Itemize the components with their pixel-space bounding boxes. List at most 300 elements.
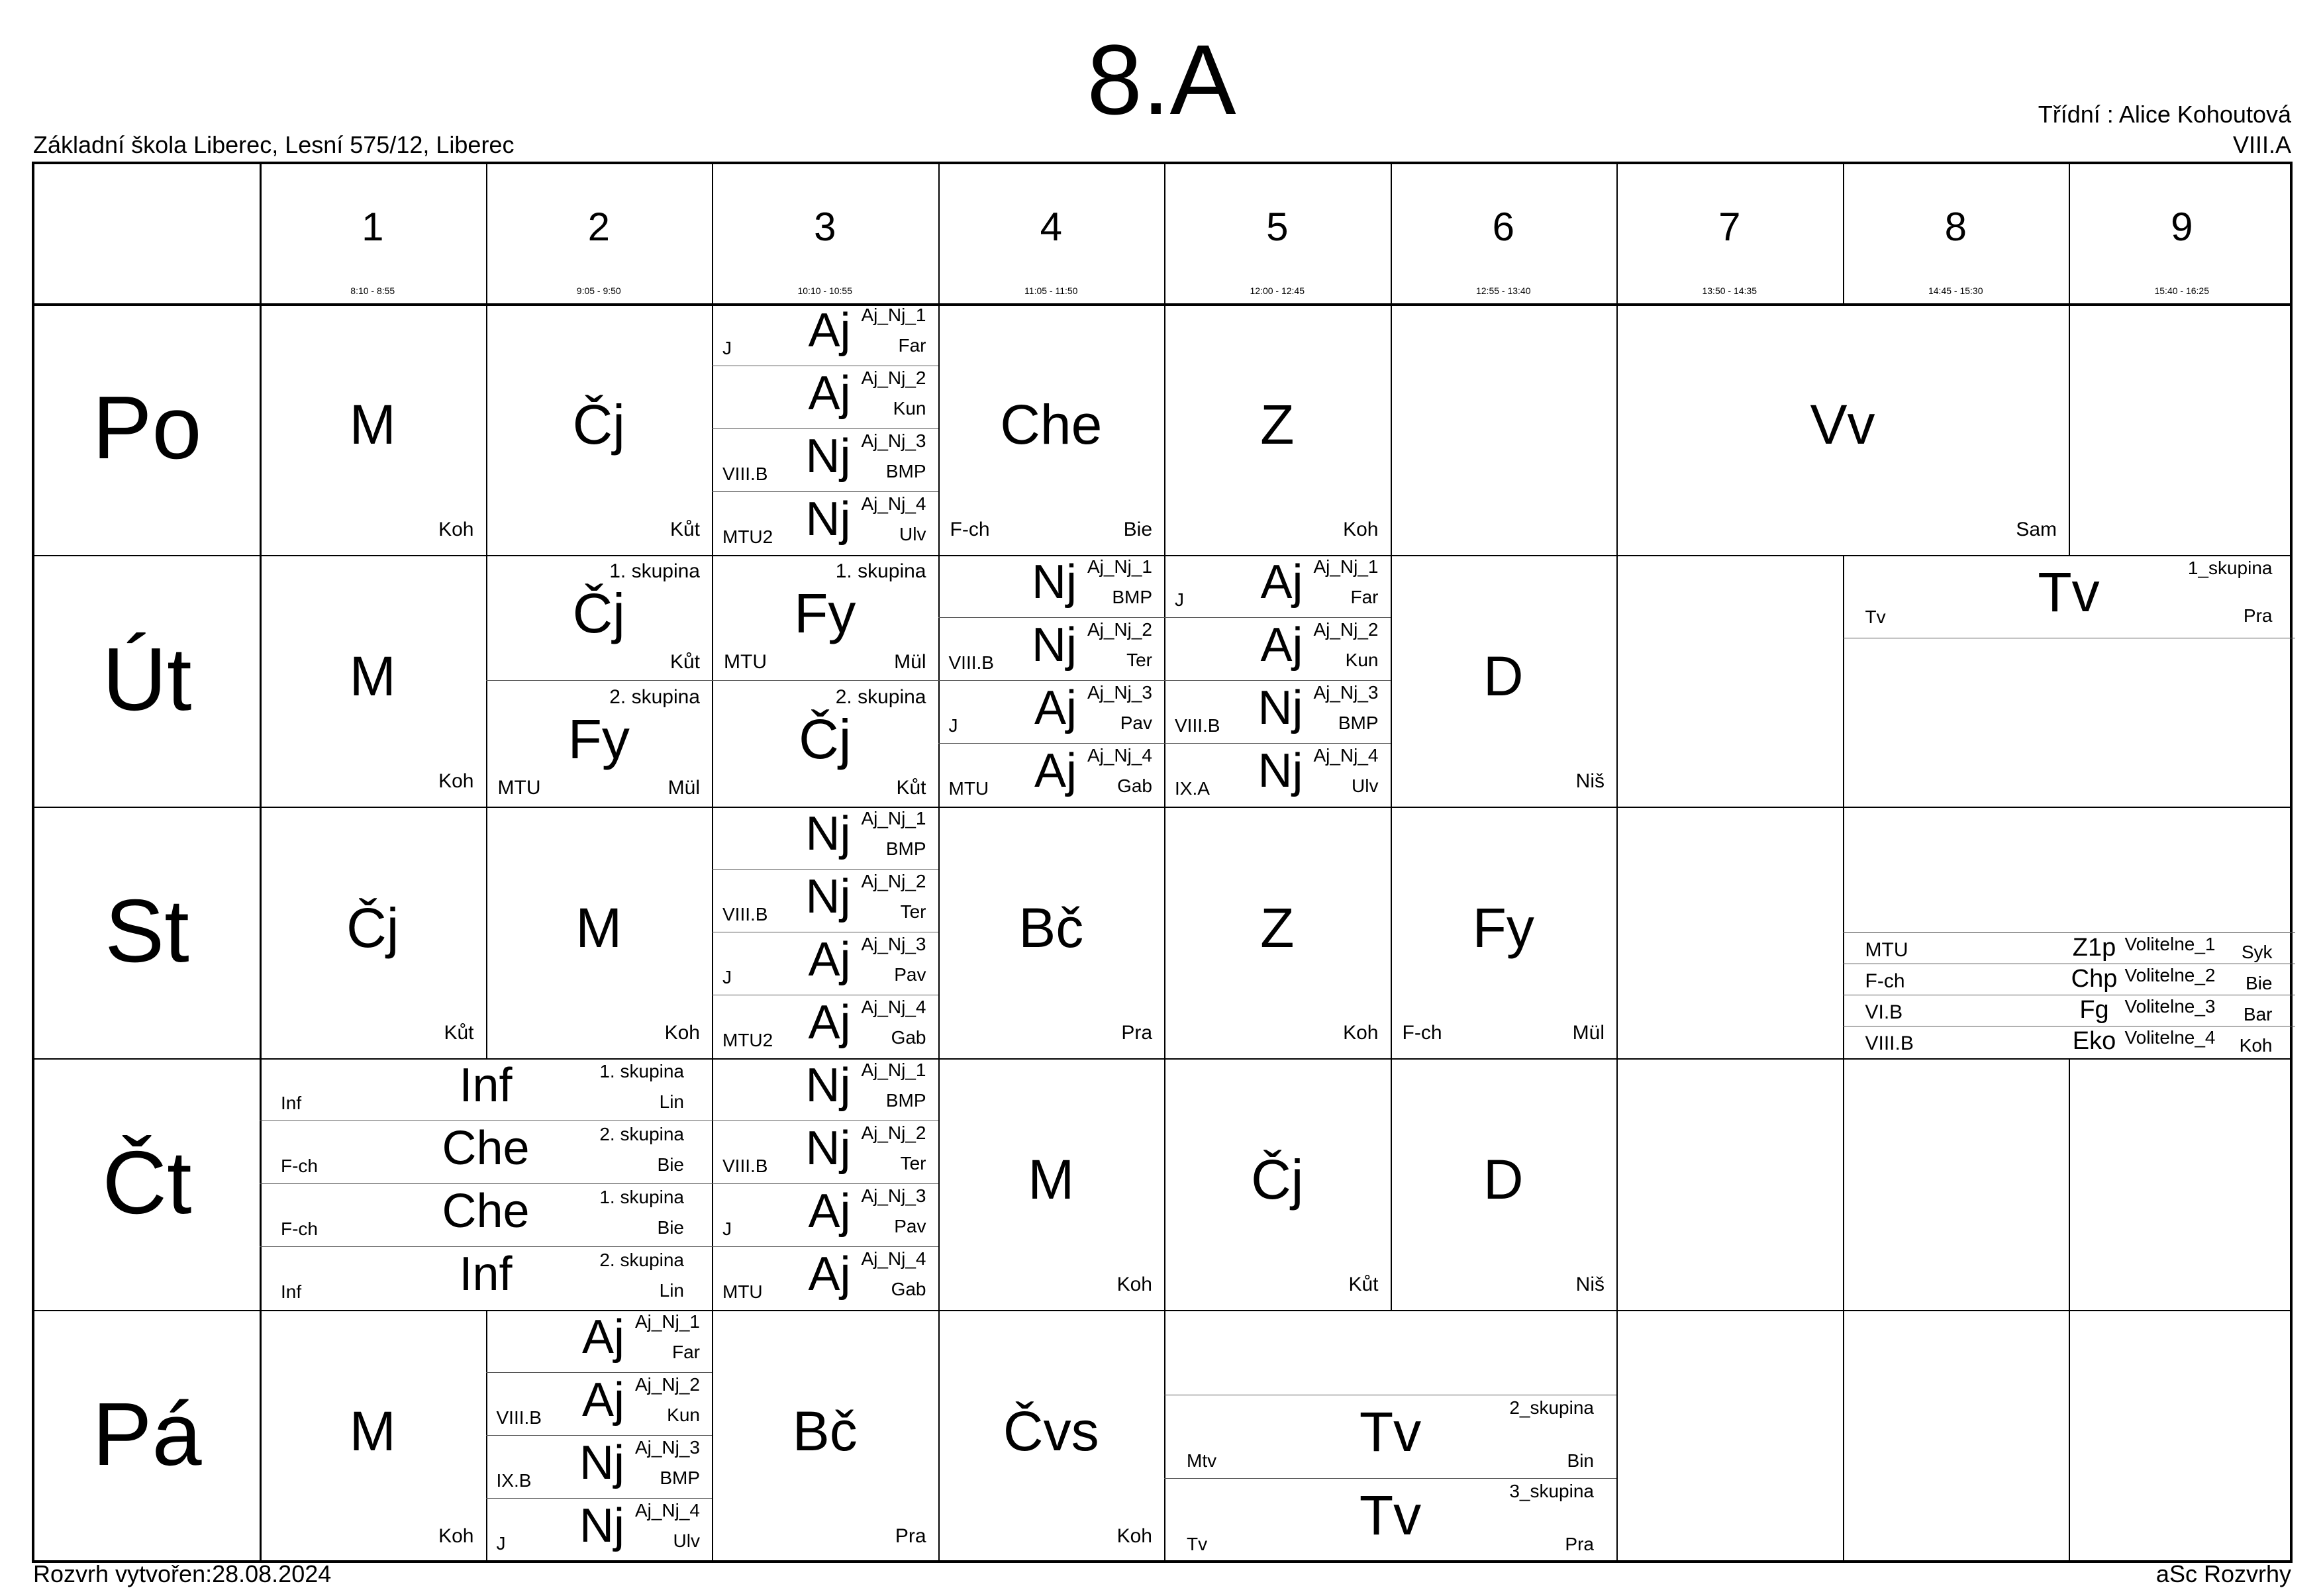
day-label: St (105, 881, 189, 981)
group-lesson (712, 366, 938, 429)
group-name: 1. skupina (599, 1061, 684, 1081)
created-date: Rozvrh vytvořen:28.08.2024 (33, 1560, 332, 1587)
group-teacher: Lin (659, 1280, 684, 1301)
group-lesson (486, 1373, 713, 1436)
group-lesson (1164, 555, 1391, 618)
lesson-room: F-ch (1402, 1022, 1442, 1044)
group-teacher: BMP (1338, 713, 1379, 733)
lesson-subject: Čvs (1003, 1400, 1099, 1462)
period-time: 15:40 - 16:25 (2154, 285, 2209, 296)
group-teacher: Kun (667, 1405, 700, 1425)
group-room: MTU2 (722, 526, 773, 547)
group-subject: Aj (808, 996, 851, 1049)
group-subject: Aj (808, 1248, 851, 1301)
group-room: VIII.B (1175, 715, 1220, 736)
lesson-room: F-ch (950, 519, 990, 540)
lesson-teacher: Bie (1123, 519, 1152, 540)
group-room: Mtv (1187, 1450, 1217, 1471)
lesson-subject: Bč (1018, 897, 1084, 959)
cell-divider (2069, 1058, 2070, 1310)
lesson-cell (260, 555, 486, 807)
lesson-cell (1164, 303, 1391, 555)
lesson-subject: D (1483, 1148, 1524, 1211)
group-name: Aj_Nj_3 (1087, 682, 1152, 703)
lesson-subject: Z (1260, 393, 1295, 456)
group-room: J (496, 1533, 506, 1554)
group-name: Aj_Nj_2 (1087, 619, 1152, 640)
period-number: 1 (362, 205, 384, 249)
elective-group: Volitelne_3 (2124, 996, 2216, 1017)
group-teacher: Ter (1126, 650, 1152, 670)
group-lesson (260, 1121, 712, 1184)
lesson-teacher: Kůt (1348, 1273, 1379, 1295)
elective-teacher: Bar (2243, 1004, 2273, 1024)
group-name: Aj_Nj_2 (1313, 619, 1379, 640)
cell-divider (1616, 1310, 1618, 1562)
group-name: Aj_Nj_1 (634, 1311, 700, 1332)
cell-divider (1616, 1058, 1618, 1310)
lesson-cell (486, 807, 713, 1058)
group-subject: Aj (808, 304, 851, 357)
lesson-cell (1391, 807, 1617, 1058)
group-subject: Che (442, 1185, 530, 1238)
group-lesson (712, 870, 938, 932)
group-teacher: Pra (2243, 605, 2273, 626)
group-teacher: Far (898, 335, 926, 356)
group-subject: Aj (808, 1185, 851, 1238)
group-room: F-ch (281, 1156, 318, 1176)
half-group: 1. skupina (609, 560, 700, 582)
group-lesson (1843, 555, 2295, 638)
group-name: Aj_Nj_3 (861, 934, 926, 954)
group-teacher: Pav (1120, 713, 1152, 733)
group-room: J (722, 338, 732, 358)
group-room: VIII.B (948, 652, 994, 673)
group-room: MTU (722, 1281, 763, 1302)
half-lesson (712, 681, 938, 807)
group-teacher: Gab (891, 1279, 926, 1299)
group-teacher: Kun (893, 398, 926, 419)
period-header (1391, 164, 1617, 303)
period-time: 11:05 - 11:50 (1024, 285, 1078, 296)
group-teacher: BMP (885, 838, 926, 859)
group-teacher: Ulv (899, 524, 926, 544)
group-lesson (486, 1436, 713, 1499)
half-lesson (486, 681, 713, 807)
group-subject: Nj (579, 1499, 624, 1552)
group-teacher: Ter (900, 1153, 926, 1173)
group-room: J (1175, 589, 1184, 610)
group-room: J (722, 967, 732, 987)
group-subject: Inf (459, 1059, 513, 1112)
group-room: IX.A (1175, 778, 1210, 799)
lesson-cell (938, 807, 1165, 1058)
group-room: VIII.B (722, 904, 768, 924)
elective-subject: Fg (2079, 996, 2109, 1024)
group-lesson (260, 1058, 712, 1121)
lesson-cell (1843, 807, 2295, 1058)
group-teacher: Pav (894, 964, 926, 985)
group-name: Aj_Nj_4 (1313, 745, 1379, 766)
group-subject: Aj (1260, 619, 1303, 672)
group-name: 2. skupina (599, 1250, 684, 1270)
lesson-teacher: Niš (1575, 770, 1605, 792)
lesson-teacher: Koh (438, 519, 474, 540)
half-group: 2. skupina (609, 686, 700, 708)
group-name: Aj_Nj_1 (1313, 556, 1379, 577)
period-number: 4 (1040, 205, 1062, 249)
period-number: 7 (1718, 205, 1741, 249)
half-subject: Čj (799, 708, 852, 770)
lesson-subject: Z (1260, 897, 1295, 959)
period-header (1164, 164, 1391, 303)
group-lesson (938, 555, 1165, 618)
group-teacher: Lin (659, 1091, 684, 1112)
lesson-cell (712, 1310, 938, 1562)
half-subject: Čj (572, 582, 625, 644)
group-name: 1_skupina (2187, 558, 2273, 578)
group-lesson (712, 1058, 938, 1121)
half-teacher: Kůt (669, 651, 700, 673)
lesson-cell (260, 1310, 486, 1562)
cell-divider (1843, 1058, 1844, 1310)
day-label: Po (92, 377, 202, 477)
group-name: 2_skupina (1509, 1397, 1594, 1418)
period-number: 6 (1492, 205, 1514, 249)
group-subject: Nj (805, 870, 851, 923)
lesson-teacher: Niš (1575, 1273, 1605, 1295)
group-subject: Aj (1034, 744, 1077, 797)
lesson-cell (1164, 555, 1391, 807)
group-teacher: Ter (900, 901, 926, 922)
lesson-teacher: Koh (1116, 1525, 1152, 1547)
lesson-teacher: Koh (1116, 1273, 1152, 1295)
period-time: 8:10 - 8:55 (350, 285, 395, 296)
lesson-teacher: Pra (895, 1525, 926, 1547)
group-room: VIII.B (722, 1156, 768, 1176)
group-room: Tv (1865, 607, 1886, 627)
lesson-cell (1616, 303, 2069, 555)
group-subject: Nj (1258, 681, 1303, 734)
group-lesson (1164, 681, 1391, 744)
elective-subject: Z1p (2072, 934, 2116, 962)
lesson-cell (1164, 1058, 1391, 1310)
group-teacher: Gab (1117, 775, 1152, 796)
class-code: VIII.A (2232, 131, 2291, 158)
lesson-cell (938, 1058, 1165, 1310)
group-teacher: Bie (657, 1154, 684, 1175)
group-subject: Nj (805, 1122, 851, 1175)
group-lesson (938, 618, 1165, 681)
period-header (486, 164, 713, 303)
group-room: IX.B (496, 1470, 532, 1491)
lesson-teacher: Pra (1121, 1022, 1152, 1044)
group-lesson (1164, 1395, 1616, 1478)
cell-divider (1616, 555, 1618, 807)
group-name: Aj_Nj_2 (861, 368, 926, 388)
group-lesson (712, 1184, 938, 1247)
period-header (1843, 164, 2069, 303)
group-subject: Aj (808, 933, 851, 986)
group-lesson (486, 1310, 713, 1373)
period-header (938, 164, 1165, 303)
group-lesson (938, 681, 1165, 744)
group-lesson (260, 1184, 712, 1247)
lesson-cell (1164, 1310, 1616, 1562)
group-name: Aj_Nj_2 (861, 1122, 926, 1143)
page-title: 8.A (1087, 24, 1236, 135)
group-lesson (712, 429, 938, 492)
lesson-subject: Čj (572, 393, 625, 456)
group-name: 1. skupina (599, 1187, 684, 1207)
group-teacher: Bie (657, 1217, 684, 1238)
lesson-cell (486, 303, 713, 555)
period-time: 10:10 - 10:55 (797, 285, 852, 296)
lesson-cell (712, 303, 938, 555)
group-subject: Nj (805, 807, 851, 860)
group-teacher: Pav (894, 1216, 926, 1236)
group-name: Aj_Nj_3 (634, 1437, 700, 1458)
lesson-cell (1164, 807, 1391, 1058)
group-subject: Nj (805, 1059, 851, 1112)
lesson-subject: Vv (1810, 393, 1875, 456)
group-name: Aj_Nj_1 (861, 1060, 926, 1080)
group-subject: Tv (1359, 1401, 1422, 1463)
group-room: J (948, 715, 958, 736)
group-subject: Aj (581, 1373, 624, 1426)
lesson-cell (260, 1058, 712, 1310)
group-name: Aj_Nj_2 (861, 871, 926, 891)
group-lesson (712, 303, 938, 366)
group-name: Aj_Nj_4 (861, 493, 926, 514)
half-teacher: Mül (667, 777, 700, 799)
group-name: Aj_Nj_4 (861, 1248, 926, 1269)
group-subject: Aj (1034, 681, 1077, 734)
day-label: Čt (102, 1132, 192, 1232)
group-subject: Nj (805, 430, 851, 483)
lesson-cell (1391, 1058, 1617, 1310)
lesson-cell (486, 555, 713, 807)
lesson-cell (712, 1058, 938, 1310)
cell-divider (2069, 1310, 2070, 1562)
lesson-cell (260, 807, 486, 1058)
group-subject: Nj (579, 1436, 624, 1489)
group-room: F-ch (281, 1219, 318, 1239)
group-subject: Tv (1359, 1484, 1422, 1546)
group-name: Aj_Nj_4 (634, 1500, 700, 1521)
group-teacher: BMP (885, 1090, 926, 1111)
period-time: 12:00 - 12:45 (1250, 285, 1305, 296)
half-group: 2. skupina (835, 686, 926, 708)
elective-lesson (1843, 932, 2295, 964)
group-room: Tv (1187, 1534, 1208, 1554)
elective-subject: Chp (2071, 965, 2118, 993)
group-name: 3_skupina (1509, 1481, 1594, 1501)
elective-group: Volitelne_1 (2124, 934, 2216, 954)
group-room: Inf (281, 1281, 302, 1302)
group-name: Aj_Nj_1 (861, 808, 926, 828)
group-lesson (712, 932, 938, 995)
period-time: 12:55 - 13:40 (1475, 285, 1531, 296)
period-number: 5 (1266, 205, 1289, 249)
lesson-subject: Che (1000, 393, 1103, 456)
elective-teacher: Syk (2241, 942, 2273, 962)
group-room: J (722, 1219, 732, 1239)
half-teacher: Mül (894, 651, 926, 673)
cell-divider (1391, 303, 1392, 555)
elective-teacher: Koh (2239, 1035, 2273, 1056)
timetable-grid (32, 162, 2293, 1563)
half-group: 1. skupina (835, 560, 926, 582)
lesson-subject: M (349, 645, 396, 707)
elective-lesson (1843, 995, 2295, 1026)
lesson-teacher: Kůt (669, 519, 700, 540)
lesson-teacher: Koh (664, 1022, 700, 1044)
elective-room: F-ch (1865, 970, 1905, 992)
lesson-cell (938, 303, 1165, 555)
lesson-teacher: Koh (438, 770, 474, 792)
class-teacher: Třídní : Alice Kohoutová (2038, 101, 2291, 128)
group-room: VIII.B (722, 464, 768, 484)
period-time: 9:05 - 9:50 (576, 285, 621, 296)
group-subject: Nj (1032, 619, 1077, 672)
group-teacher: BMP (660, 1468, 700, 1488)
group-teacher: Far (672, 1342, 700, 1362)
cell-divider (1616, 807, 1618, 1058)
group-teacher: Far (1350, 587, 1379, 607)
period-header (260, 164, 486, 303)
group-room: VIII.B (496, 1407, 542, 1428)
group-subject: Aj (808, 367, 851, 420)
elective-subject: Eko (2072, 1027, 2116, 1055)
lesson-cell (938, 555, 1165, 807)
lesson-cell (1391, 555, 1617, 807)
group-subject: Aj (581, 1311, 624, 1364)
period-number: 9 (2171, 205, 2193, 249)
period-number: 3 (814, 205, 836, 249)
period-number: 8 (1944, 205, 1967, 249)
half-teacher: Kůt (896, 777, 926, 799)
group-name: Aj_Nj_1 (861, 305, 926, 325)
lesson-teacher: Koh (1343, 1022, 1379, 1044)
lesson-subject: M (1028, 1148, 1075, 1211)
group-teacher: BMP (1112, 587, 1152, 607)
lesson-subject: M (349, 1400, 396, 1462)
group-room: Inf (281, 1093, 302, 1113)
group-teacher: BMP (885, 461, 926, 481)
group-name: Aj_Nj_2 (634, 1374, 700, 1395)
elective-teacher: Bie (2246, 973, 2273, 993)
group-lesson (712, 1247, 938, 1310)
group-room: MTU (948, 778, 989, 799)
lesson-cell (1843, 555, 2295, 807)
lesson-teacher: Koh (438, 1525, 474, 1547)
group-name: Aj_Nj_3 (861, 1185, 926, 1206)
group-name: Aj_Nj_1 (1087, 556, 1152, 577)
lesson-cell (712, 555, 938, 807)
group-room: MTU2 (722, 1030, 773, 1050)
lesson-teacher: Koh (1343, 519, 1379, 540)
lesson-subject: D (1483, 645, 1524, 707)
group-subject: Nj (1258, 744, 1303, 797)
group-lesson (1164, 744, 1391, 807)
group-teacher: Bin (1567, 1450, 1594, 1471)
group-name: Aj_Nj_4 (1087, 745, 1152, 766)
period-header (712, 164, 938, 303)
half-subject: Fy (568, 708, 630, 770)
lesson-subject: M (575, 897, 622, 959)
lesson-subject: Fy (1472, 897, 1534, 959)
lesson-teacher: Mül (1572, 1022, 1605, 1044)
lesson-cell (486, 1310, 713, 1562)
lesson-cell (260, 303, 486, 555)
software-brand: aSc Rozvrhy (2155, 1560, 2291, 1587)
elective-lesson (1843, 1026, 2295, 1057)
lesson-cell (712, 807, 938, 1058)
group-name: Aj_Nj_3 (1313, 682, 1379, 703)
school-name: Základní škola Liberec, Lesní 575/12, Liberec (33, 131, 515, 158)
period-time: 13:50 - 14:35 (1702, 285, 1757, 296)
elective-separator (1843, 932, 2295, 933)
lesson-subject: M (349, 393, 396, 456)
half-room: MTU (724, 651, 767, 673)
group-subject: Tv (2038, 561, 2100, 623)
half-subject: Fy (794, 582, 856, 644)
group-name: 2. skupina (599, 1124, 684, 1144)
group-lesson (712, 1121, 938, 1184)
group-subject: Inf (459, 1248, 513, 1301)
group-teacher: Ulv (673, 1530, 700, 1551)
period-number: 2 (587, 205, 610, 249)
group-lesson (1164, 1478, 1616, 1562)
half-room: MTU (497, 777, 541, 799)
group-name: Aj_Nj_4 (861, 997, 926, 1017)
elective-room: VIII.B (1865, 1032, 1914, 1054)
group-lesson (712, 492, 938, 555)
elective-group: Volitelne_4 (2124, 1027, 2216, 1048)
cell-divider (1843, 1310, 1844, 1562)
half-lesson (712, 555, 938, 681)
group-lesson (1164, 618, 1391, 681)
group-teacher: Gab (891, 1027, 926, 1048)
period-time: 14:45 - 15:30 (1928, 285, 1983, 296)
group-separator (1164, 1478, 1616, 1479)
lesson-subject: Bč (792, 1400, 858, 1462)
group-name: Aj_Nj_3 (861, 430, 926, 451)
lesson-teacher: Kůt (444, 1022, 474, 1044)
group-teacher: Pra (1565, 1534, 1594, 1554)
lesson-teacher: Sam (2016, 519, 2057, 540)
group-lesson (712, 807, 938, 870)
cell-divider (2069, 303, 2070, 555)
elective-lesson (1843, 964, 2295, 995)
elective-room: MTU (1865, 939, 1908, 961)
lesson-cell (938, 1310, 1165, 1562)
period-header (1616, 164, 1843, 303)
group-subject: Nj (805, 493, 851, 546)
group-teacher: Ulv (1352, 775, 1379, 796)
group-lesson (486, 1499, 713, 1562)
group-lesson (260, 1247, 712, 1310)
elective-group: Volitelne_2 (2124, 965, 2216, 985)
half-lesson (486, 555, 713, 681)
group-teacher: Kun (1345, 650, 1379, 670)
day-label: Pá (92, 1384, 202, 1484)
group-subject: Aj (1260, 556, 1303, 609)
group-subject: Nj (1032, 556, 1077, 609)
group-lesson (712, 995, 938, 1058)
day-label: Út (102, 629, 192, 729)
